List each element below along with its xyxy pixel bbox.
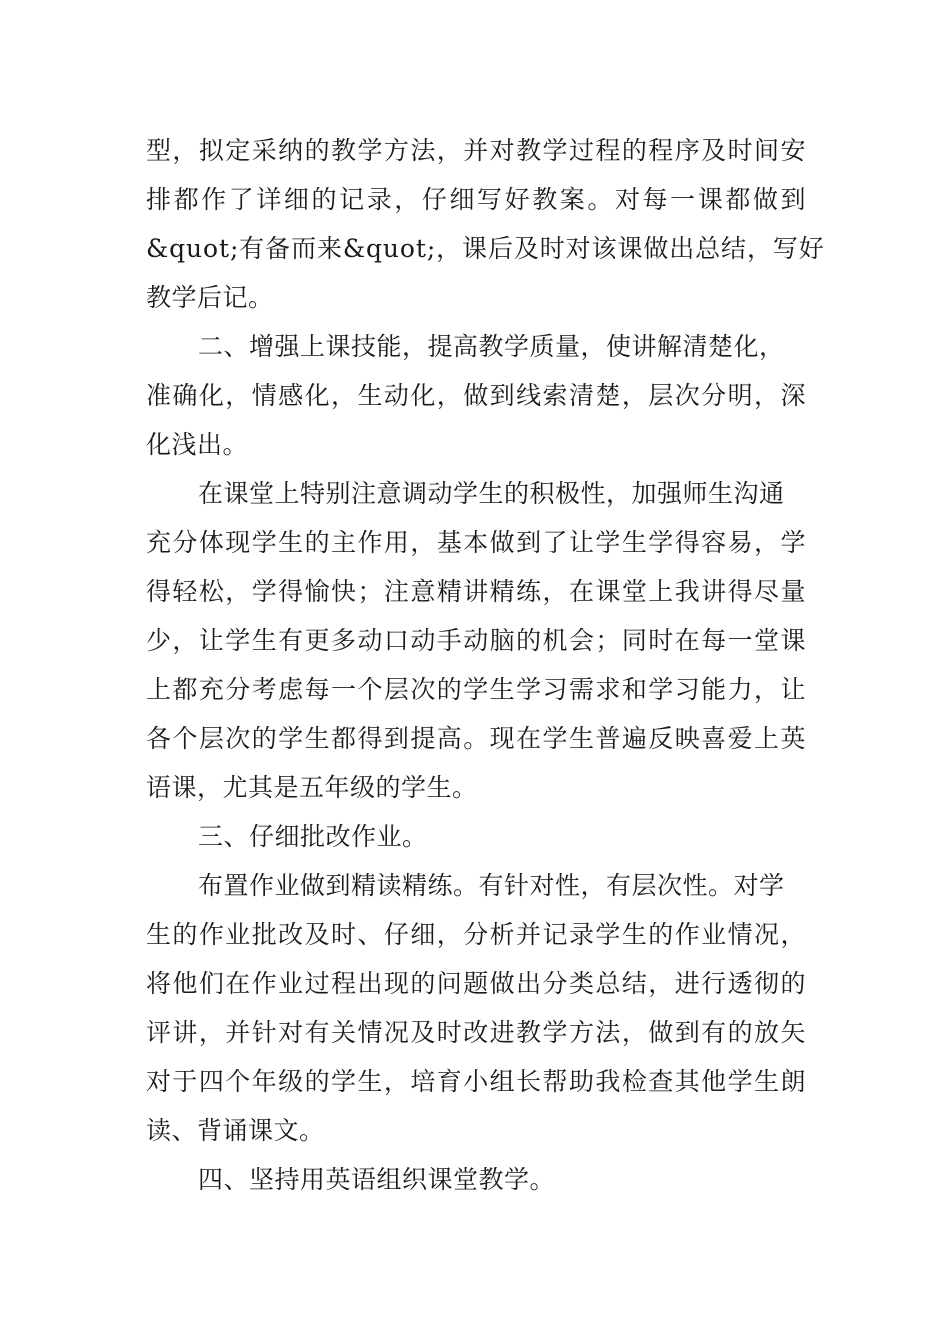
text-line: 对于四个年级的学生，培育小组长帮助我检查其他学生朗 <box>146 1067 806 1096</box>
text-line: 读、背诵课文。 <box>146 1116 325 1145</box>
text-line: 化浅出。 <box>146 430 249 459</box>
text-line: 充分体现学生的主作用，基本做到了让学生学得容易，学 <box>146 528 806 557</box>
section-heading: 二、增强上课技能，提高教学质量，使讲解清楚化， <box>198 332 785 361</box>
text-line: 教学后记。 <box>146 283 274 312</box>
text-line: 排都作了详细的记录，仔细写好教案。对每一课都做到 <box>146 185 806 214</box>
section-heading: 四、坚持用英语组织课堂教学。 <box>198 1165 556 1194</box>
text-line: 评讲，并针对有关情况及时改进教学方法，做到有的放矢 <box>146 1018 806 1047</box>
text-line: 准确化，情感化，生动化，做到线索清楚，层次分明，深 <box>146 381 806 410</box>
text-line: 各个层次的学生都得到提高。现在学生普遍反映喜爱上英 <box>146 724 806 753</box>
section-heading: 三、仔细批改作业。 <box>198 822 428 851</box>
text-line: 语课，尤其是五年级的学生。 <box>146 773 478 802</box>
text-line: 型，拟定采纳的教学方法，并对教学过程的程序及时间安 <box>146 136 806 165</box>
text-line: 少，让学生有更多动口动手动脑的机会；同时在每一堂课 <box>146 626 806 655</box>
text-line: &quot;有备而来&quot;，课后及时对该课做出总结，写好 <box>146 234 825 263</box>
text-line: 在课堂上特别注意调动学生的积极性，加强师生沟通 <box>198 479 785 508</box>
text-line: 得轻松，学得愉快；注意精讲精练，在课堂上我讲得尽量 <box>146 577 806 606</box>
text-line: 布置作业做到精读精练。有针对性，有层次性。对学 <box>198 871 785 900</box>
text-line: 上都充分考虑每一个层次的学生学习需求和学习能力，让 <box>146 675 806 704</box>
text-line: 生的作业批改及时、仔细，分析并记录学生的作业情况， <box>146 920 806 949</box>
text-line: 将他们在作业过程出现的问题做出分类总结，进行透彻的 <box>146 969 806 998</box>
document-body <box>146 126 825 1204</box>
